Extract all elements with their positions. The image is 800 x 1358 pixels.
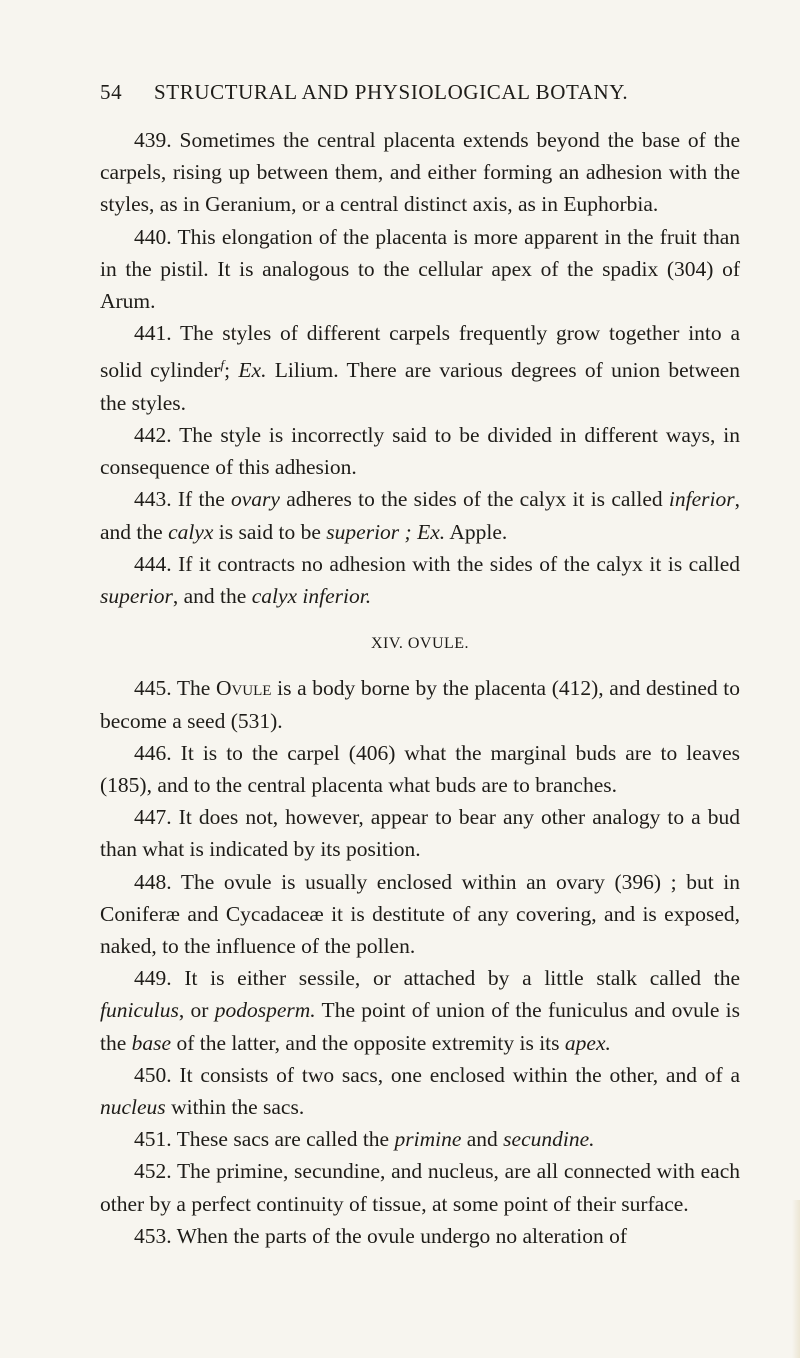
page-edge-shadow — [792, 1200, 800, 1358]
paragraph-451 — [100, 1123, 740, 1155]
text-run: adheres to the sides of the calyx it is called — [279, 487, 669, 512]
paragraph-450 — [100, 1059, 740, 1123]
page-number: 54 — [100, 80, 123, 104]
text-run: 445. The — [134, 676, 216, 701]
text-run: 449. It is either sessile, or attached by a little stalk called the — [134, 966, 740, 991]
text-run: , and the — [100, 487, 740, 544]
italic-term: funiculus — [100, 998, 179, 1023]
footnote-mark: f — [220, 357, 225, 373]
section-heading: XIV. OVULE. — [370, 635, 470, 653]
page-body — [100, 124, 740, 1252]
italic-term: Ex. — [238, 358, 267, 383]
paragraph-444 — [100, 548, 740, 612]
text-run: 451. These sacs are called the — [134, 1127, 395, 1152]
running-title: STRUCTURAL AND PHYSIOLOGICAL BOTANY. — [154, 80, 629, 104]
text-run: , and the — [172, 584, 252, 608]
italic-term: inferior — [668, 487, 735, 512]
italic-term: calyx — [168, 519, 214, 544]
text-run: Apple. — [445, 519, 508, 544]
paragraph-441 — [100, 317, 740, 419]
paragraph-443 — [100, 483, 740, 547]
text-run: Lilium. There are various degrees of union between the styles. — [100, 358, 740, 415]
text-run: 441. The styles of different carpels frequently grow together into a solid cylinder — [100, 321, 740, 383]
italic-term: superior ; Ex. — [326, 519, 446, 544]
text-run: is said to be — [213, 519, 327, 544]
paragraph-448: 448. The ovule is usually enclosed within an ovary (396) ; but in Coniferæ and Cycadaceæ it is destitute of any covering, and is exposed, naked, to the influence of the pollen. — [100, 869, 740, 959]
italic-term: ovary — [231, 487, 280, 512]
text-run: within the sacs. — [165, 1095, 305, 1120]
italic-term: nucleus — [100, 1095, 166, 1120]
text-run: 450. It consists of two sacs, one enclosed within the other, and of a — [134, 1062, 740, 1087]
paragraph-440: 440. This elongation of the placenta is more apparent in the fruit than in the pistil. It is analogous to the cellular apex of the spadix (304) of Arum. — [100, 224, 740, 314]
paragraph-447: 447. It does not, however, appear to bear any other analogy to a bud than what is indicated by its position. — [100, 805, 740, 862]
text-run: ; — [224, 358, 239, 383]
paragraph-439: 439. Sometimes the central placenta extends beyond the base of the carpels, rising up between them, and either forming an adhesion with the styles, as in Geranium, or a central distinct axis, as in Euphorbia. — [100, 128, 740, 217]
paragraph-446: 446. It is to the carpel (406) what the marginal buds are to leaves (185), and to the central placenta what buds are to branches. — [100, 740, 740, 798]
paragraph-442: 442. The style is incorrectly said to be divided in different ways, in consequence of this adhesion. — [100, 422, 740, 480]
paragraph-445 — [100, 672, 740, 736]
text-run: is a body borne by the placenta (412), and destined to become a seed (531). — [100, 676, 740, 733]
italic-term: apex. — [564, 1030, 611, 1055]
text-run: , or — [178, 998, 215, 1023]
italic-term: base — [131, 1030, 172, 1055]
paragraph-453: 453. When the parts of the ovule undergo no alteration of — [134, 1223, 627, 1248]
text-run: The point of union of the funiculus and ovule is the — [100, 998, 740, 1055]
paragraph-452: 452. The primine, secundine, and nucleus, are all connected with each other by a perfect continuity of tissue, at some point of their surface. — [100, 1159, 740, 1216]
italic-term: secundine. — [503, 1127, 595, 1152]
text-run: of the latter, and the opposite extremity is its — [171, 1030, 565, 1055]
italic-term: superior — [100, 584, 173, 608]
text-run: 443. If the — [134, 487, 232, 512]
text-run: 444. If it contracts no adhesion with the sides of the calyx it is called — [134, 551, 740, 576]
italic-term: primine — [394, 1127, 462, 1152]
paragraph-449 — [100, 962, 740, 1059]
italic-term: calyx inferior. — [251, 584, 372, 608]
italic-term: podosperm. — [214, 998, 316, 1023]
small-caps-term: Ovule — [215, 676, 272, 701]
text-run: and — [461, 1127, 504, 1152]
